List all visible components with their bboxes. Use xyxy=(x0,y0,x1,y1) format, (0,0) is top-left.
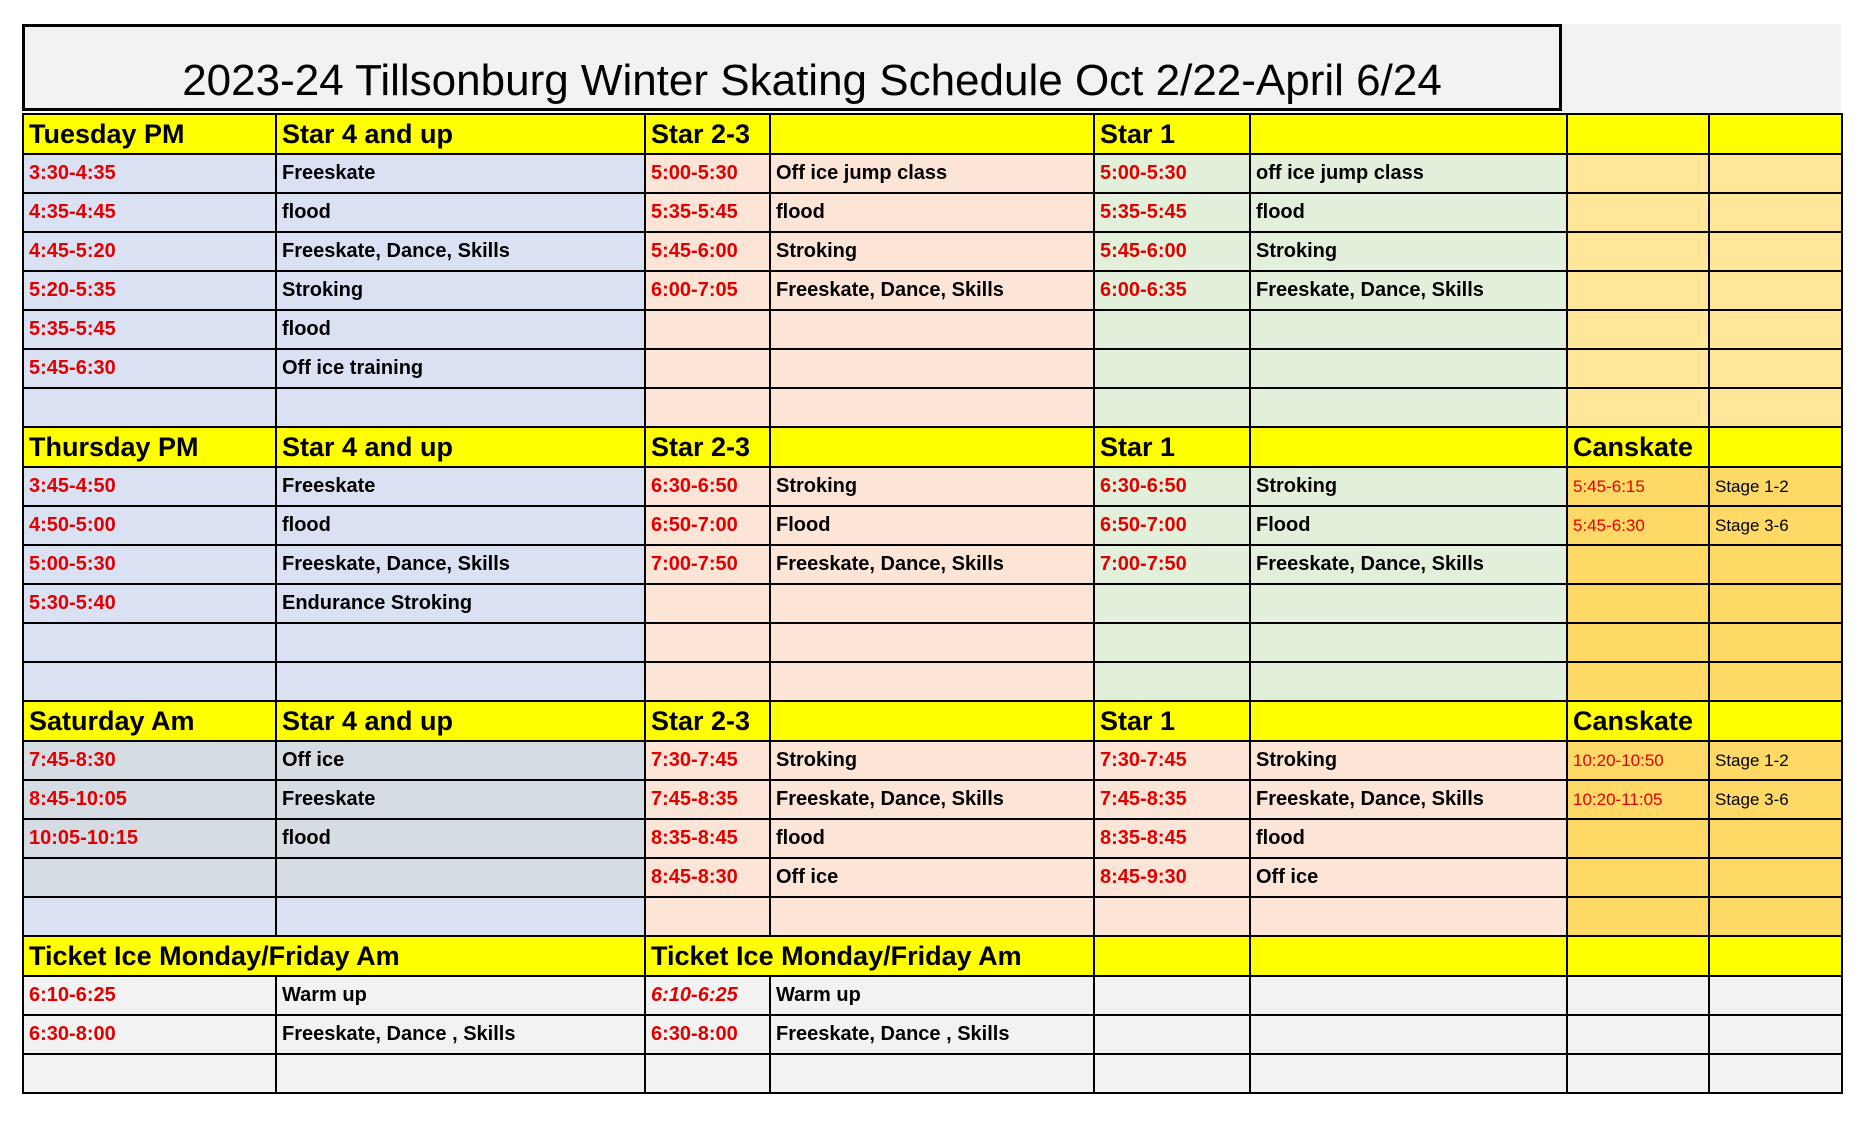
empty-cell xyxy=(1567,1015,1709,1054)
canskate-time-cell xyxy=(1567,819,1709,858)
activity-cell: Off ice training xyxy=(276,349,645,388)
activity-cell: Freeskate, Dance, Skills xyxy=(1250,545,1567,584)
activity-cell: flood xyxy=(276,506,645,545)
activity-cell: Stroking xyxy=(1250,232,1567,271)
time-cell: 5:35-5:45 xyxy=(23,310,276,349)
thursday-row xyxy=(23,623,1842,662)
time-cell: 5:35-5:45 xyxy=(645,193,770,232)
thursday-row xyxy=(23,506,1842,545)
activity-cell: Stroking xyxy=(1250,741,1567,780)
empty-cell xyxy=(1709,1015,1842,1054)
canskate-time-cell: 10:20-10:50 xyxy=(1567,741,1709,780)
canskate-time-cell xyxy=(1567,897,1709,936)
saturday-header-cell: Canskate xyxy=(1567,701,1709,741)
thursday-row xyxy=(23,662,1842,701)
title-side-blank xyxy=(1562,24,1841,113)
activity-cell xyxy=(1250,623,1567,662)
activity-cell: Freeskate xyxy=(276,780,645,819)
tuesday-header-cell xyxy=(770,114,1094,154)
time-cell: 6:10-6:25 xyxy=(645,976,770,1015)
activity-cell: Off ice jump class xyxy=(770,154,1094,193)
activity-cell: Flood xyxy=(1250,506,1567,545)
schedule-title: 2023-24 Tillsonburg Winter Skating Schedule Oct 2/22-April 6/24 xyxy=(182,56,1442,105)
ticket-header-row xyxy=(23,936,1842,976)
activity-cell: Stroking xyxy=(1250,467,1567,506)
thursday-header-row xyxy=(23,427,1842,467)
activity-cell: flood xyxy=(1250,819,1567,858)
time-cell xyxy=(645,897,770,936)
time-cell: 8:35-8:45 xyxy=(1094,819,1250,858)
empty-cell xyxy=(1250,976,1567,1015)
time-cell xyxy=(23,388,276,427)
tuesday-header-cell xyxy=(1250,114,1567,154)
activity-cell: Freeskate xyxy=(276,467,645,506)
empty-cell xyxy=(1567,271,1709,310)
activity-cell xyxy=(770,388,1094,427)
activity-cell: Flood xyxy=(770,506,1094,545)
time-cell: 3:45-4:50 xyxy=(23,467,276,506)
thursday-header-cell: Thursday PM xyxy=(23,427,276,467)
activity-cell xyxy=(276,388,645,427)
time-cell: 4:45-5:20 xyxy=(23,232,276,271)
time-cell: 5:45-6:00 xyxy=(645,232,770,271)
tuesday-row xyxy=(23,271,1842,310)
time-cell: 8:45-9:30 xyxy=(1094,858,1250,897)
thursday-header-cell: Star 4 and up xyxy=(276,427,645,467)
time-cell: 6:30-6:50 xyxy=(1094,467,1250,506)
time-cell: 7:00-7:50 xyxy=(1094,545,1250,584)
canskate-stage-cell xyxy=(1709,545,1842,584)
saturday-row xyxy=(23,858,1842,897)
time-cell xyxy=(1094,897,1250,936)
saturday-header-row xyxy=(23,701,1842,741)
thursday-header-cell: Canskate xyxy=(1567,427,1709,467)
time-cell: 8:45-8:30 xyxy=(645,858,770,897)
time-cell: 6:30-8:00 xyxy=(23,1015,276,1054)
activity-cell xyxy=(276,662,645,701)
activity-cell: Off ice xyxy=(770,858,1094,897)
activity-cell xyxy=(770,897,1094,936)
time-cell xyxy=(23,1054,276,1093)
canskate-time-cell xyxy=(1567,623,1709,662)
title-row xyxy=(22,24,1841,113)
canskate-time-cell xyxy=(1567,584,1709,623)
tuesday-row xyxy=(23,232,1842,271)
empty-cell xyxy=(1567,976,1709,1015)
ticket-row xyxy=(23,1015,1842,1054)
empty-cell xyxy=(1709,193,1842,232)
time-cell xyxy=(23,858,276,897)
canskate-stage-cell xyxy=(1709,897,1842,936)
empty-cell xyxy=(1567,936,1709,976)
time-cell: 8:35-8:45 xyxy=(645,819,770,858)
activity-cell xyxy=(770,623,1094,662)
time-cell xyxy=(645,623,770,662)
activity-cell: Stroking xyxy=(770,741,1094,780)
empty-cell xyxy=(1094,1054,1250,1093)
empty-cell xyxy=(1709,154,1842,193)
activity-cell: flood xyxy=(276,819,645,858)
activity-cell xyxy=(1250,897,1567,936)
time-cell xyxy=(645,388,770,427)
activity-cell xyxy=(770,662,1094,701)
activity-cell: Off ice xyxy=(276,741,645,780)
tuesday-header-cell xyxy=(1709,114,1842,154)
time-cell: 5:45-6:30 xyxy=(23,349,276,388)
empty-cell xyxy=(1567,349,1709,388)
tuesday-row xyxy=(23,154,1842,193)
activity-cell: Stroking xyxy=(770,467,1094,506)
activity-cell: Freeskate, Dance, Skills xyxy=(276,232,645,271)
time-cell xyxy=(645,662,770,701)
activity-cell: flood xyxy=(276,193,645,232)
time-cell: 7:30-7:45 xyxy=(645,741,770,780)
time-cell: 7:45-8:35 xyxy=(645,780,770,819)
tuesday-header-cell: Tuesday PM xyxy=(23,114,276,154)
time-cell: 4:50-5:00 xyxy=(23,506,276,545)
title-cell xyxy=(22,24,1562,111)
saturday-header-cell xyxy=(1250,701,1567,741)
thursday-row xyxy=(23,584,1842,623)
time-cell: 5:00-5:30 xyxy=(1094,154,1250,193)
activity-cell xyxy=(276,1054,645,1093)
canskate-stage-cell: Stage 3-6 xyxy=(1709,780,1842,819)
time-cell: 6:30-8:00 xyxy=(645,1015,770,1054)
saturday-row xyxy=(23,897,1842,936)
saturday-header-cell xyxy=(770,701,1094,741)
saturday-header-cell: Saturday Am xyxy=(23,701,276,741)
time-cell xyxy=(1094,584,1250,623)
time-cell: 6:50-7:00 xyxy=(645,506,770,545)
empty-cell xyxy=(1709,232,1842,271)
time-cell xyxy=(23,897,276,936)
activity-cell xyxy=(276,623,645,662)
empty-cell xyxy=(1709,976,1842,1015)
empty-cell xyxy=(1250,1054,1567,1093)
time-cell: 6:50-7:00 xyxy=(1094,506,1250,545)
time-cell: 5:00-5:30 xyxy=(645,154,770,193)
tuesday-header-cell: Star 4 and up xyxy=(276,114,645,154)
activity-cell: Freeskate, Dance, Skills xyxy=(770,545,1094,584)
canskate-time-cell xyxy=(1567,858,1709,897)
tuesday-header-cell xyxy=(1567,114,1709,154)
time-cell xyxy=(23,662,276,701)
activity-cell xyxy=(1250,662,1567,701)
activity-cell: flood xyxy=(770,193,1094,232)
tuesday-row xyxy=(23,193,1842,232)
time-cell: 5:20-5:35 xyxy=(23,271,276,310)
time-cell: 5:45-6:00 xyxy=(1094,232,1250,271)
empty-cell xyxy=(1709,1054,1842,1093)
thursday-header-cell xyxy=(1709,427,1842,467)
activity-cell: Stroking xyxy=(276,271,645,310)
time-cell xyxy=(1094,310,1250,349)
activity-cell: Warm up xyxy=(770,976,1094,1015)
empty-cell xyxy=(1094,976,1250,1015)
activity-cell xyxy=(1250,584,1567,623)
activity-cell: Freeskate, Dance, Skills xyxy=(276,545,645,584)
activity-cell: flood xyxy=(276,310,645,349)
ticket-row xyxy=(23,976,1842,1015)
empty-cell xyxy=(1567,1054,1709,1093)
saturday-row xyxy=(23,741,1842,780)
canskate-stage-cell xyxy=(1709,584,1842,623)
canskate-stage-cell: Stage 3-6 xyxy=(1709,506,1842,545)
empty-cell xyxy=(1567,193,1709,232)
activity-cell: Freeskate, Dance , Skills xyxy=(276,1015,645,1054)
saturday-header-cell: Star 1 xyxy=(1094,701,1250,741)
activity-cell: Freeskate, Dance, Skills xyxy=(1250,271,1567,310)
thursday-header-cell: Star 2-3 xyxy=(645,427,770,467)
activity-cell xyxy=(770,310,1094,349)
time-cell xyxy=(1094,388,1250,427)
tuesday-header-row xyxy=(23,114,1842,154)
activity-cell: Endurance Stroking xyxy=(276,584,645,623)
canskate-time-cell xyxy=(1567,662,1709,701)
time-cell: 6:00-6:35 xyxy=(1094,271,1250,310)
activity-cell xyxy=(1250,349,1567,388)
time-cell xyxy=(1094,662,1250,701)
ticket-row xyxy=(23,1054,1842,1093)
tuesday-header-cell: Star 1 xyxy=(1094,114,1250,154)
tuesday-header-cell: Star 2-3 xyxy=(645,114,770,154)
activity-cell xyxy=(1250,310,1567,349)
canskate-stage-cell: Stage 1-2 xyxy=(1709,467,1842,506)
empty-cell xyxy=(1250,936,1567,976)
activity-cell xyxy=(770,1054,1094,1093)
tuesday-row xyxy=(23,388,1842,427)
thursday-row xyxy=(23,545,1842,584)
time-cell xyxy=(645,584,770,623)
thursday-row xyxy=(23,467,1842,506)
time-cell: 8:45-10:05 xyxy=(23,780,276,819)
activity-cell: Freeskate xyxy=(276,154,645,193)
schedule-table xyxy=(22,113,1843,1094)
activity-cell xyxy=(770,349,1094,388)
time-cell: 6:10-6:25 xyxy=(23,976,276,1015)
thursday-header-cell: Star 1 xyxy=(1094,427,1250,467)
time-cell: 6:00-7:05 xyxy=(645,271,770,310)
activity-cell: flood xyxy=(770,819,1094,858)
activity-cell xyxy=(276,897,645,936)
canskate-stage-cell: Stage 1-2 xyxy=(1709,741,1842,780)
activity-cell: flood xyxy=(1250,193,1567,232)
ticket-header-cell: Ticket Ice Monday/Friday Am xyxy=(645,936,1094,976)
time-cell: 7:00-7:50 xyxy=(645,545,770,584)
activity-cell: Freeskate, Dance, Skills xyxy=(770,780,1094,819)
tuesday-row xyxy=(23,310,1842,349)
time-cell: 6:30-6:50 xyxy=(645,467,770,506)
activity-cell xyxy=(770,584,1094,623)
activity-cell: Freeskate, Dance, Skills xyxy=(770,271,1094,310)
canskate-time-cell: 5:45-6:15 xyxy=(1567,467,1709,506)
time-cell xyxy=(645,310,770,349)
time-cell xyxy=(1094,349,1250,388)
time-cell: 5:35-5:45 xyxy=(1094,193,1250,232)
activity-cell: Off ice xyxy=(1250,858,1567,897)
ticket-header-cell: Ticket Ice Monday/Friday Am xyxy=(23,936,645,976)
empty-cell xyxy=(1709,271,1842,310)
saturday-row xyxy=(23,780,1842,819)
thursday-header-cell xyxy=(1250,427,1567,467)
canskate-time-cell: 5:45-6:30 xyxy=(1567,506,1709,545)
time-cell xyxy=(645,349,770,388)
activity-cell: off ice jump class xyxy=(1250,154,1567,193)
time-cell: 7:45-8:30 xyxy=(23,741,276,780)
empty-cell xyxy=(1567,154,1709,193)
thursday-header-cell xyxy=(770,427,1094,467)
time-cell: 3:30-4:35 xyxy=(23,154,276,193)
schedule-sheet xyxy=(22,24,1843,1094)
empty-cell xyxy=(1567,310,1709,349)
canskate-stage-cell xyxy=(1709,819,1842,858)
empty-cell xyxy=(1709,388,1842,427)
time-cell: 4:35-4:45 xyxy=(23,193,276,232)
activity-cell: Freeskate, Dance , Skills xyxy=(770,1015,1094,1054)
canskate-stage-cell xyxy=(1709,662,1842,701)
tuesday-row xyxy=(23,349,1842,388)
saturday-header-cell xyxy=(1709,701,1842,741)
empty-cell xyxy=(1709,936,1842,976)
time-cell xyxy=(645,1054,770,1093)
activity-cell xyxy=(276,858,645,897)
time-cell: 5:00-5:30 xyxy=(23,545,276,584)
canskate-time-cell: 10:20-11:05 xyxy=(1567,780,1709,819)
time-cell: 7:30-7:45 xyxy=(1094,741,1250,780)
activity-cell xyxy=(1250,388,1567,427)
time-cell: 5:30-5:40 xyxy=(23,584,276,623)
empty-cell xyxy=(1567,232,1709,271)
time-cell xyxy=(1094,623,1250,662)
empty-cell xyxy=(1709,310,1842,349)
activity-cell: Freeskate, Dance, Skills xyxy=(1250,780,1567,819)
saturday-header-cell: Star 4 and up xyxy=(276,701,645,741)
canskate-stage-cell xyxy=(1709,858,1842,897)
empty-cell xyxy=(1709,349,1842,388)
time-cell xyxy=(23,623,276,662)
canskate-time-cell xyxy=(1567,545,1709,584)
empty-cell xyxy=(1567,388,1709,427)
saturday-row xyxy=(23,819,1842,858)
canskate-stage-cell xyxy=(1709,623,1842,662)
time-cell: 10:05-10:15 xyxy=(23,819,276,858)
saturday-header-cell: Star 2-3 xyxy=(645,701,770,741)
empty-cell xyxy=(1250,1015,1567,1054)
time-cell: 7:45-8:35 xyxy=(1094,780,1250,819)
empty-cell xyxy=(1094,936,1250,976)
empty-cell xyxy=(1094,1015,1250,1054)
activity-cell: Warm up xyxy=(276,976,645,1015)
activity-cell: Stroking xyxy=(770,232,1094,271)
